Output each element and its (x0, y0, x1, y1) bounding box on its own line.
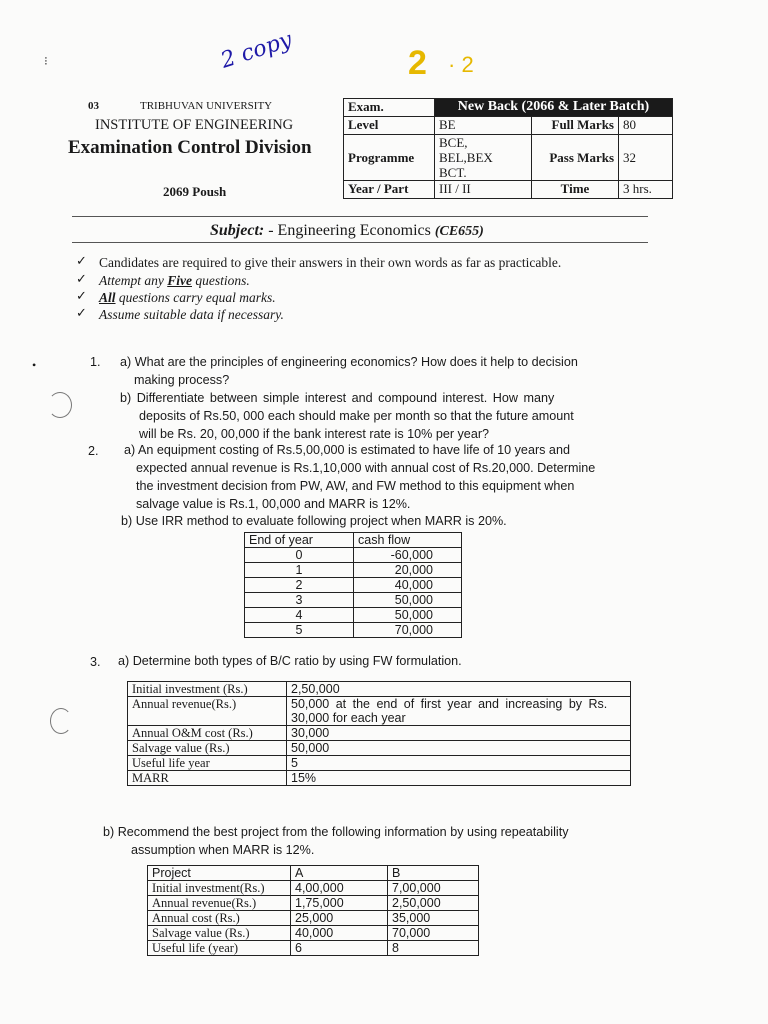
project-header-b: B (388, 866, 479, 881)
table-row (148, 926, 479, 941)
level-value: BE (435, 117, 532, 135)
cashflow-table (244, 532, 462, 638)
bc-value-line: 30,000 for each year (291, 711, 406, 725)
project-header-label: Project (148, 866, 291, 881)
project-b-value: 8 (388, 941, 479, 956)
q1-number: 1. (90, 355, 101, 369)
bc-value-line: 50,000 at the end of first year and increasing by Rs. (291, 697, 608, 711)
instruction-2-post: questions. (191, 273, 250, 288)
table-row (148, 881, 479, 896)
q3b-line: assumption when MARR is 12%. (131, 843, 315, 857)
q2a-line: the investment decision from PW, AW, and FW method to this equipment when (136, 479, 575, 493)
project-label: Salvage value (Rs.) (148, 926, 291, 941)
exam-date: 2069 Poush (163, 184, 227, 199)
bc-label: Annual revenue(Rs.) (128, 697, 287, 726)
q1a-line: making process? (134, 373, 230, 387)
divider-bottom (72, 242, 648, 243)
project-label: Initial investment(Rs.) (148, 881, 291, 896)
project-a-value: 6 (291, 941, 388, 956)
programme-line: BEL,BEX (439, 150, 493, 165)
instruction-1: Candidates are required to give their answers in their own words as far as practicable. (99, 255, 562, 270)
programme-value (435, 135, 532, 181)
year-part-value: III / II (435, 181, 532, 199)
bc-label: Useful life year (128, 756, 287, 771)
q1b-line: deposits of Rs.50, 000 each should make per month so that the future amount (139, 409, 574, 423)
project-label: Annual revenue(Rs.) (148, 896, 291, 911)
bc-value: 5 (287, 756, 631, 771)
check-icon: ✓ (76, 254, 87, 269)
table-row (148, 896, 479, 911)
division-name: Examination Control Division (68, 137, 312, 158)
bc-value: 50,000 (287, 741, 631, 756)
project-a-value: 4,00,000 (291, 881, 388, 896)
cashflow-header-cash: cash flow (354, 533, 462, 548)
programme-line: BCE, (439, 135, 468, 150)
check-icon: ✓ (76, 289, 87, 304)
cashflow-cash: 50,000 (354, 593, 462, 608)
q3-number: 3. (90, 655, 101, 669)
cashflow-cash: -60,000 (354, 548, 462, 563)
q3a-line: a) Determine both types of B/C ratio by using FW formulation. (118, 654, 462, 668)
project-b-value: 2,50,000 (388, 896, 479, 911)
check-icon: ✓ (76, 306, 87, 321)
table-row (245, 608, 462, 623)
subject-line (210, 222, 484, 240)
bc-label: MARR (128, 771, 287, 786)
programme-label: Programme (344, 135, 435, 181)
time-label: Time (532, 181, 619, 199)
full-marks-value: 80 (619, 117, 673, 135)
cashflow-year: 1 (245, 563, 354, 578)
exam-label: Exam. (344, 99, 435, 117)
project-b-value: 35,000 (388, 911, 479, 926)
cashflow-cash: 50,000 (354, 608, 462, 623)
cashflow-year: 3 (245, 593, 354, 608)
programme-line: BCT. (439, 165, 467, 180)
margin-dots: ⁝ (44, 54, 48, 68)
table-row (245, 593, 462, 608)
project-label: Useful life (year) (148, 941, 291, 956)
full-marks-label: Full Marks (532, 117, 619, 135)
project-a-value: 40,000 (291, 926, 388, 941)
table-row (128, 756, 631, 771)
table-row (128, 682, 631, 697)
subject-label: Subject: (210, 222, 265, 239)
table-row (148, 911, 479, 926)
project-comparison-table (147, 865, 479, 956)
q2b-line: b) Use IRR method to evaluate following project when MARR is 20%. (121, 514, 507, 528)
bc-value: 30,000 (287, 726, 631, 741)
exam-value: New Back (2066 & Later Batch) (435, 99, 673, 117)
margin-dot: • (32, 358, 37, 372)
q2-number: 2. (88, 444, 99, 458)
marker-suffix: · 2 (448, 52, 474, 77)
exam-info-table (343, 98, 673, 199)
bc-label: Initial investment (Rs.) (128, 682, 287, 697)
cashflow-cash: 70,000 (354, 623, 462, 638)
project-a-value: 1,75,000 (291, 896, 388, 911)
bc-label: Salvage value (Rs.) (128, 741, 287, 756)
project-header-a: A (291, 866, 388, 881)
table-row (128, 741, 631, 756)
table-row (128, 771, 631, 786)
instruction-2 (99, 273, 250, 289)
level-label: Level (344, 117, 435, 135)
university-name: TRIBHUVAN UNIVERSITY (140, 100, 273, 112)
cashflow-cash: 20,000 (354, 563, 462, 578)
subject-name: - Engineering Economics (268, 222, 431, 239)
q1b-line: b) Differentiate between simple interest and compound interest. How many (120, 391, 555, 405)
institute-name: INSTITUTE OF ENGINEERING (95, 117, 294, 133)
instruction-3 (99, 290, 276, 306)
time-value: 3 hrs. (619, 181, 673, 199)
table-row (245, 578, 462, 593)
bc-value: 2,50,000 (287, 682, 631, 697)
bc-label: Annual O&M cost (Rs.) (128, 726, 287, 741)
table-row (148, 866, 479, 881)
project-a-value: 25,000 (291, 911, 388, 926)
bc-value: 15% (287, 771, 631, 786)
instruction-4: Assume suitable data if necessary. (99, 307, 284, 322)
project-b-value: 7,00,000 (388, 881, 479, 896)
instruction-2-emph: Five (167, 273, 192, 288)
marker-digit: 2 (408, 44, 427, 82)
divider-top (72, 216, 648, 217)
cashflow-cash: 40,000 (354, 578, 462, 593)
project-b-value: 70,000 (388, 926, 479, 941)
cashflow-year: 5 (245, 623, 354, 638)
pass-marks-label: Pass Marks (532, 135, 619, 181)
cashflow-header-year: End of year (245, 533, 354, 548)
margin-circle-mark (48, 392, 72, 418)
paper-code: 03 (88, 100, 99, 112)
q2a-line: expected annual revenue is Rs.1,10,000 with annual cost of Rs.20,000. Determine (136, 461, 596, 475)
check-icon: ✓ (76, 272, 87, 287)
table-row (148, 941, 479, 956)
cashflow-year: 0 (245, 548, 354, 563)
cashflow-year: 4 (245, 608, 354, 623)
pass-marks-value: 32 (619, 135, 673, 181)
table-row (245, 563, 462, 578)
q2a-line: a) An equipment costing of Rs.5,00,000 is estimated to have life of 10 years and (124, 443, 570, 457)
bc-value (287, 697, 631, 726)
handwritten-note: 2 copy (217, 27, 296, 74)
project-label: Annual cost (Rs.) (148, 911, 291, 926)
table-row (245, 623, 462, 638)
subject-code: (CE655) (434, 224, 484, 239)
year-part-label: Year / Part (344, 181, 435, 199)
margin-circle-mark (50, 708, 72, 734)
q2a-line: salvage value is Rs.1, 00,000 and MARR is 12%. (136, 497, 411, 511)
q1b-line: will be Rs. 20, 00,000 if the bank interest rate is 10% per year? (139, 427, 490, 441)
table-row (128, 726, 631, 741)
q3b-line: b) Recommend the best project from the following information by using repeatability (103, 825, 569, 839)
bc-ratio-table (127, 681, 631, 786)
table-row (128, 697, 631, 726)
q1a-line: a) What are the principles of engineering economics? How does it help to decision (120, 355, 578, 369)
instruction-3-post: questions carry equal marks. (115, 290, 276, 305)
table-row (245, 548, 462, 563)
instruction-2-pre: Attempt any (99, 273, 168, 288)
cashflow-year: 2 (245, 578, 354, 593)
instruction-3-emph: All (99, 290, 116, 305)
